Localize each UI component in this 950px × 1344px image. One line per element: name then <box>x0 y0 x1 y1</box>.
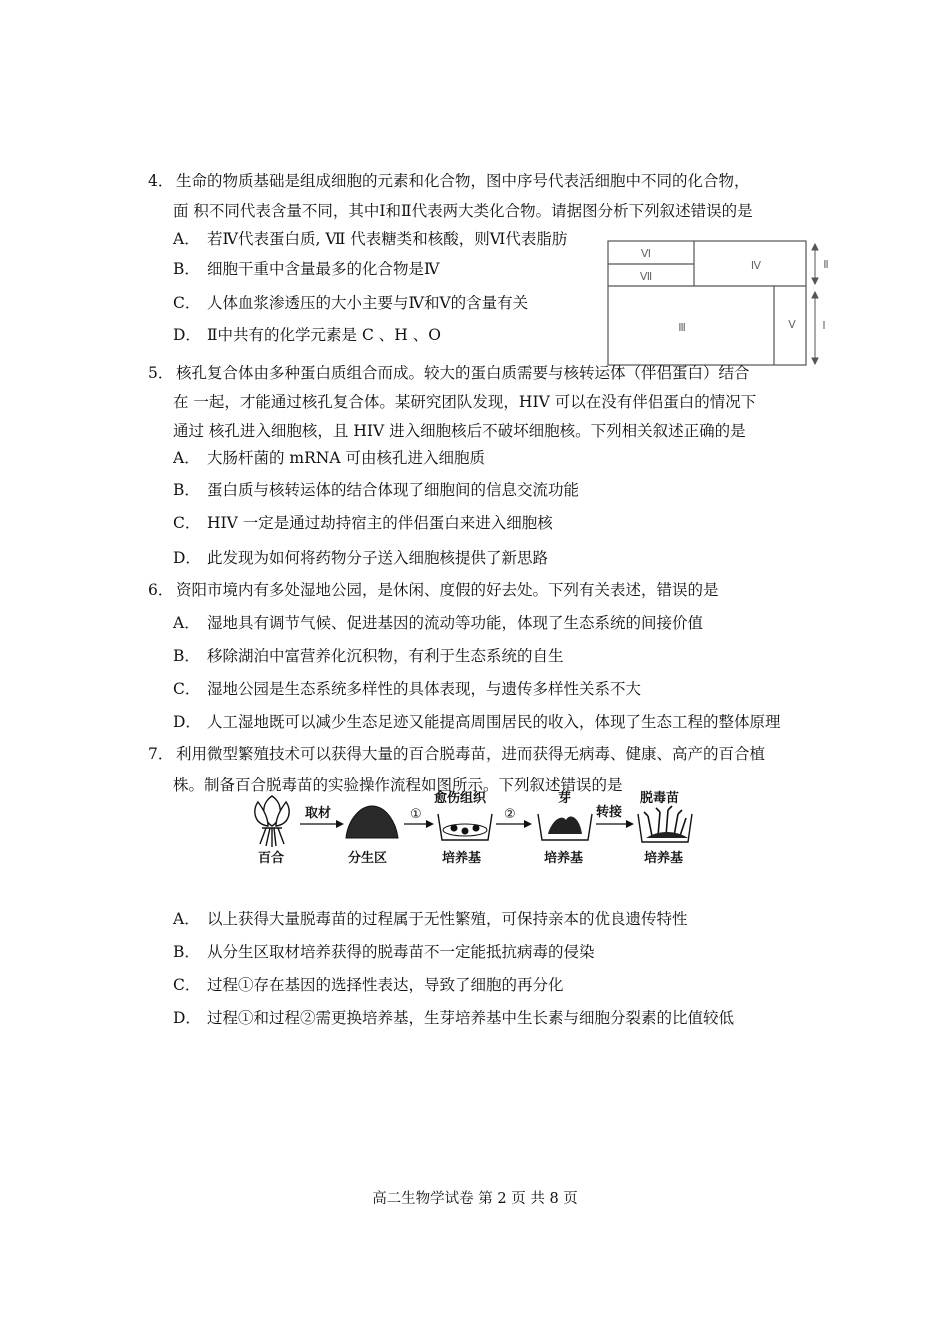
q4-stem-text-1: 生命的物质基础是组成细胞的元素和化合物，图中序号代表活细胞中不同的化合物， <box>176 172 750 190</box>
q4-option-b-label: B． <box>173 260 200 278</box>
q5-number: 5． <box>148 364 174 382</box>
seedling-label: 脱毒苗 <box>640 791 680 806</box>
q7-option-c-text: 过程①存在基因的选择性表达，导致了细胞的再分化 <box>207 976 564 994</box>
q6-number: 6． <box>148 581 174 599</box>
q5-stem-line-2: 在 一起，才能通过核孔复合体。某研究团队发现，HIV 可以在没有伴侣蛋白的情况下 <box>173 393 757 411</box>
step2-arrow-head <box>524 820 532 828</box>
q7-stem-line-1 <box>148 744 765 764</box>
q4-option-c-label: C． <box>173 294 201 312</box>
q7-option-d-label: D． <box>173 1009 201 1027</box>
q4-option-a-label: A． <box>173 230 200 248</box>
callus-dot-2 <box>462 828 469 835</box>
q4-option-d <box>173 325 441 345</box>
q7-number: 7． <box>148 745 174 763</box>
callus-dot-3 <box>473 825 480 832</box>
q5-option-b-label: B． <box>173 481 200 499</box>
q7-option-b-label: B． <box>173 943 200 961</box>
q7-option-a <box>173 909 688 929</box>
label-III: Ⅲ <box>678 321 686 334</box>
q4-option-c <box>173 293 528 313</box>
q5-option-c-label: C． <box>173 514 201 532</box>
q7-stem-line-2: 株。制备百合脱毒苗的实验操作流程如图所示。下列叙述错误的是 <box>173 776 623 794</box>
q6-stem-text-1: 资阳市境内有多处湿地公园，是休闲、度假的好去处。下列有关表述，错误的是 <box>176 581 719 599</box>
q6-option-b <box>173 646 564 666</box>
q5-stem-line-3: 通过 核孔进入细胞核，且 HIV 进入细胞核后不破坏细胞核。下列相关叙述正确的是 <box>173 422 746 440</box>
medium2-label: 培养基 <box>544 851 584 866</box>
q5-option-d-text: 此发现为如何将药物分子送入细胞核提供了新思路 <box>207 549 549 567</box>
q5-option-c <box>173 513 553 533</box>
q4-option-c-text: 人体血浆渗透压的大小主要与Ⅳ和Ⅴ的含量有关 <box>207 294 529 312</box>
q5-option-a <box>173 448 485 468</box>
bud-label: 芽 <box>558 791 572 806</box>
q7-option-d-text: 过程①和过程②需更换培养基，生芽培养基中生长素与细胞分裂素的比值较低 <box>207 1009 735 1027</box>
arrow-II-up-head <box>812 244 818 250</box>
q4-stem-line-2: 面 积不同代表含量不同，其中Ⅰ和Ⅱ代表两大类化合物。请据图分析下列叙述错误的是 <box>173 202 753 220</box>
q6-option-d-text: 人工湿地既可以减少生态足迹又能提高周围居民的收入，体现了生态工程的整体原理 <box>207 713 781 731</box>
q6-option-d-label: D． <box>173 713 201 731</box>
q5-option-d <box>173 548 548 568</box>
lily-bulb-illustration <box>255 796 289 847</box>
q5-option-d-label: D． <box>173 549 201 567</box>
label-VII: Ⅶ <box>639 270 653 283</box>
q6-option-b-text: 移除湖泊中富营养化沉积物，有利于生态系统的自生 <box>207 647 564 665</box>
meristem-illustration <box>346 806 398 838</box>
q4-stem-line-1 <box>148 171 750 191</box>
q4-option-d-label: D． <box>173 326 201 344</box>
meristem-label: 分生区 <box>348 851 388 866</box>
callus-label: 愈伤组织 <box>434 791 487 806</box>
q6-option-c-text: 湿地公园是生态系统多样性的具体表现，与遗传多样性关系不大 <box>207 680 642 698</box>
q6-option-a-label: A． <box>173 614 200 632</box>
label-II: Ⅱ <box>823 258 829 271</box>
q4-option-a <box>173 229 567 249</box>
arrow-I-up-head <box>812 292 818 298</box>
q4-option-a-text: 若Ⅳ代表蛋白质, Ⅶ 代表糖类和核酸，则Ⅵ代表脂肪 <box>207 230 568 248</box>
q4-option-d-text: Ⅱ中共有的化学元素是 C 、H 、O <box>207 326 441 344</box>
q7-stem-text-1: 利用微型繁殖技术可以获得大量的百合脱毒苗，进而获得无病毒、健康、高产的百合植 <box>176 745 766 763</box>
q5-stem-line-1 <box>148 363 750 383</box>
label-V: Ⅴ <box>788 318 796 331</box>
step1-arrow-head <box>426 820 434 828</box>
q6-option-c <box>173 679 641 699</box>
transfer-label: 转接 <box>596 805 623 820</box>
bud-cluster-illustration <box>548 816 582 834</box>
q7-option-c <box>173 975 564 995</box>
q5-option-a-label: A． <box>173 449 200 467</box>
label-I: Ⅰ <box>822 319 826 332</box>
medium1-label: 培养基 <box>442 851 482 866</box>
q6-option-b-label: B． <box>173 647 200 665</box>
transfer-arrow-head <box>626 820 634 828</box>
label-IV: Ⅳ <box>750 259 762 272</box>
q7-option-d <box>173 1008 734 1028</box>
seedling-illustration <box>644 806 686 836</box>
q4-option-b <box>173 259 440 279</box>
q5-option-c-text: HIV 一定是通过劫持宿主的伴侣蛋白来进入细胞核 <box>207 514 553 532</box>
take-label: 取材 <box>305 806 332 821</box>
page-footer: 高二生物学试卷 第 2 页 共 8 页 <box>372 1191 578 1207</box>
q7-option-c-label: C． <box>173 976 201 994</box>
arrow-I-down-head <box>812 358 818 364</box>
q6-option-a <box>173 613 703 633</box>
q5-option-b-text: 蛋白质与核转运体的结合体现了细胞间的信息交流功能 <box>207 481 580 499</box>
micropropagation-flow-diagram <box>248 790 703 880</box>
step1-label: ① <box>410 807 422 822</box>
take-arrow-head <box>336 820 344 828</box>
q7-option-a-label: A． <box>173 910 200 928</box>
arrow-II-down-head <box>812 278 818 284</box>
q6-option-a-text: 湿地具有调节气候、促进基因的流动等功能，体现了生态系统的间接价值 <box>207 614 704 632</box>
q6-stem-line-1 <box>148 580 719 600</box>
q5-option-b <box>173 480 579 500</box>
q6-option-c-label: C． <box>173 680 201 698</box>
step2-label: ② <box>504 807 516 822</box>
callus-dot-1 <box>451 825 458 832</box>
q7-option-a-text: 以上获得大量脱毒苗的过程属于无性繁殖，可保持亲本的优良遗传特性 <box>207 910 688 928</box>
q6-option-d <box>173 712 781 732</box>
q4-number: 4． <box>148 172 174 190</box>
compound-area-diagram <box>604 236 844 370</box>
lily-label: 百合 <box>258 851 285 866</box>
diagram-outer-box <box>608 241 806 365</box>
label-VI: Ⅵ <box>640 247 652 260</box>
q7-option-b-text: 从分生区取材培养获得的脱毒苗不一定能抵抗病毒的侵染 <box>207 943 595 961</box>
q5-stem-text-1: 核孔复合体由多种蛋白质组合而成。较大的蛋白质需要与核转运体（伴侣蛋白）结合 <box>176 364 750 382</box>
medium3-label: 培养基 <box>644 851 684 866</box>
q5-option-a-text: 大肠杆菌的 mRNA 可由核孔进入细胞质 <box>207 449 485 467</box>
q7-option-b <box>173 942 595 962</box>
q4-option-b-text: 细胞干重中含量最多的化合物是Ⅳ <box>207 260 440 278</box>
